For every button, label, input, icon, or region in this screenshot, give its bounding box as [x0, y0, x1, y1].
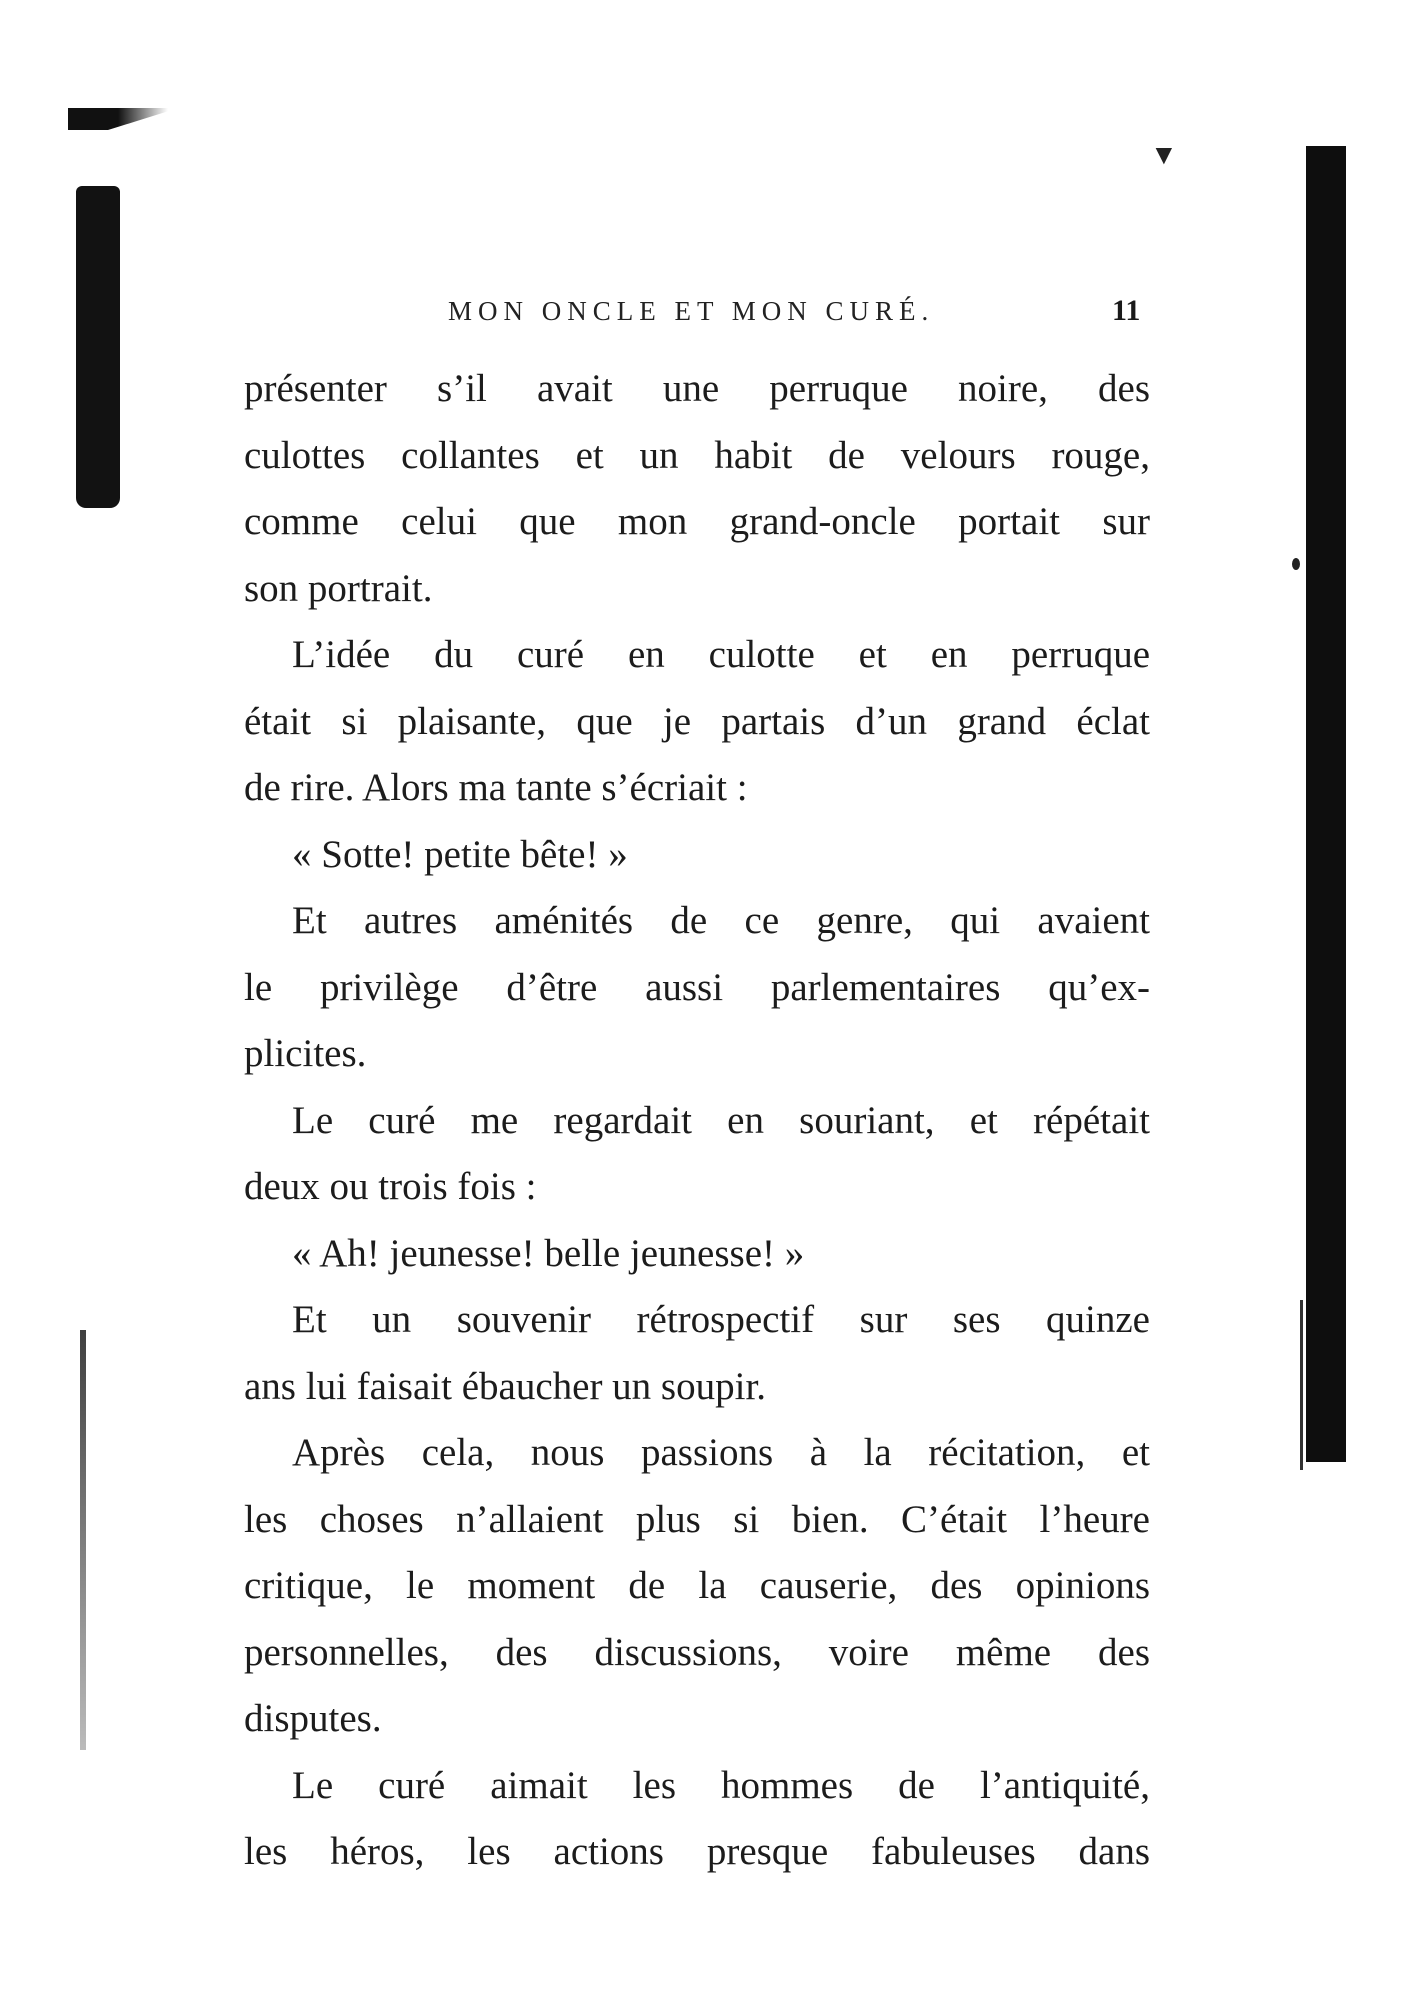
body-text — [244, 356, 1150, 1886]
text-line: de rire. Alors ma tante s’écriait : — [244, 766, 748, 809]
page-number: 11 — [1112, 294, 1141, 327]
scan-mark-top-left — [68, 108, 168, 130]
scan-edge-right — [1306, 146, 1346, 1462]
text-line: « Sotte! petite bête! » — [292, 832, 628, 876]
text-line: deux ou trois fois : — [244, 1165, 537, 1208]
text-line: les héros, les actions presque fabuleuses dans — [244, 1830, 1150, 1873]
text-line: présenter s’il avait une perruque noire, des — [244, 367, 1150, 410]
text-line: L’idée du curé en culotte et en perruque — [292, 633, 1150, 676]
text-line: le privilège d’être aussi parlementaires qu’ex- — [244, 965, 1150, 1009]
scan-speck — [1292, 558, 1300, 570]
text-line: les choses n’allaient plus si bien. C’était l’heure — [244, 1497, 1150, 1541]
scan-edge-left-lower — [80, 1330, 86, 1750]
text-line: disputes. — [244, 1697, 382, 1740]
text-line: son portrait. — [244, 566, 433, 610]
text-line: comme celui que mon grand-oncle portait sur — [244, 500, 1150, 543]
text-line: Le curé aimait les hommes de l’antiquité, — [292, 1763, 1150, 1807]
scan-edge-right-thin — [1300, 1300, 1303, 1470]
running-title: MON ONCLE ET MON CURÉ. — [448, 296, 935, 326]
text-line: était si plaisante, que je partais d’un grand éclat — [244, 699, 1150, 743]
text-line: critique, le moment de la causerie, des opinions — [244, 1564, 1150, 1607]
text-line: Le curé me regardait en souriant, et répétait — [292, 1098, 1150, 1142]
text-line: Et autres aménités de ce genre, qui avaient — [292, 899, 1150, 942]
text-line: Après cela, nous passions à la récitation, et — [292, 1431, 1150, 1474]
text-line: ans lui faisait ébaucher un soupir. — [244, 1364, 767, 1408]
text-line: « Ah! jeunesse! belle jeunesse! » — [292, 1231, 805, 1275]
scan-edge-left — [76, 186, 120, 508]
scan-mark-top-right: ▼ — [1150, 140, 1178, 171]
text-line: culottes collantes et un habit de velours rouge, — [244, 433, 1150, 477]
text-line: plicites. — [244, 1032, 367, 1075]
text-line: Et un souvenir rétrospectif sur ses quinze — [292, 1298, 1150, 1341]
text-line: personnelles, des discussions, voire même des — [244, 1630, 1150, 1674]
